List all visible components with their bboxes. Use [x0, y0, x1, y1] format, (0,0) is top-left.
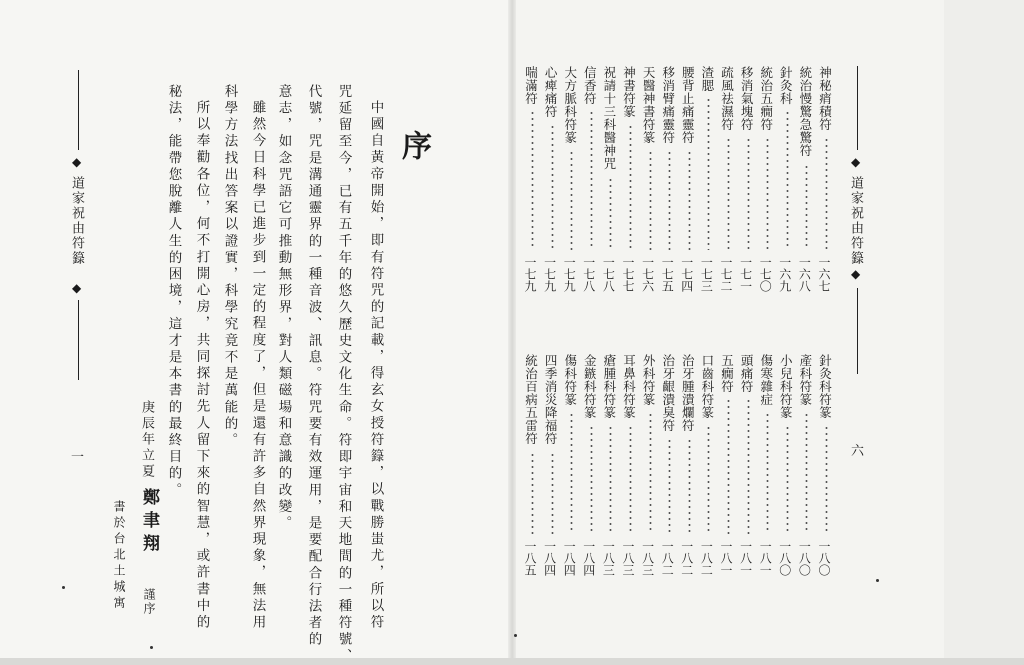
toc-entry-title: 小兒科符篆: [778, 354, 794, 419]
toc-leader-dots: [727, 398, 730, 534]
preface-sign-place: 書於台北土城寓: [112, 500, 126, 612]
page-margin: [944, 0, 1024, 658]
toc-leader-dots: [629, 124, 632, 250]
left-header-rule-bottom: [78, 300, 79, 380]
left-header-title: 道家祝由符籙: [69, 176, 84, 266]
toc-entry-page: 一八一: [719, 540, 733, 576]
toc-entry-page: 一七七: [621, 256, 635, 292]
toc-entry: [642, 66, 659, 300]
toc-entry-page: 一八〇: [797, 540, 812, 576]
book-gutter: [508, 0, 516, 658]
right-header-rule-bottom: [857, 288, 858, 374]
toc-entry-title: 移消臂痛靈符: [660, 66, 676, 144]
toc-leader-dots: [609, 425, 612, 534]
toc-entry: [622, 66, 639, 300]
toc-entry-page: 一六七: [817, 256, 831, 292]
toc-entry-title: 口齒科符篆: [699, 354, 715, 419]
left-page-number: 一: [71, 450, 85, 465]
toc-leader-dots: [825, 137, 828, 250]
preface-line-3: 代號，咒是溝通靈界的一種音波、訊息。符咒要有效運用，是要配合行法者的: [305, 84, 322, 649]
toc-entry-page: 一七九: [523, 256, 537, 292]
toc-entry-page: 一八二: [699, 540, 714, 576]
toc-entry-title: 治牙齦潰臭符: [660, 354, 676, 432]
toc-entry-title: 大方脈科符篆: [562, 66, 578, 144]
toc-entry: [818, 66, 835, 300]
right-header-title: 道家祝由符籙: [848, 176, 863, 266]
toc-entry-title: 傷寒雜症: [758, 354, 774, 406]
toc-leader-dots: [727, 137, 730, 250]
toc-leader-dots: [766, 412, 769, 534]
toc-entry: [583, 66, 600, 300]
toc-entry: [798, 354, 815, 584]
toc-entry: [661, 66, 678, 300]
toc-entry-page: 一七六: [640, 256, 655, 292]
toc-leader-dots: [825, 425, 828, 534]
toc-entry: [563, 354, 580, 584]
toc-entry-page: 一八一: [758, 540, 773, 576]
toc-leader-dots: [747, 398, 750, 534]
toc-entry-page: 一六九: [777, 256, 792, 292]
toc-entry-title: 祝請十三科醫神咒: [601, 66, 617, 170]
right-header-rule-top: [857, 66, 858, 150]
toc-entry-page: 一八四: [542, 540, 557, 576]
toc-entry-page: 一八三: [640, 540, 655, 576]
preface-line-4: 意志，如念咒語它可推動無形界，對人類磁場和意識的改變。: [275, 84, 292, 533]
toc-entry: [700, 66, 717, 300]
toc-entry-title: 腰背止痛靈符: [680, 66, 696, 144]
toc-entry-title: 五癇符: [719, 354, 735, 393]
toc-leader-dots: [629, 425, 632, 534]
toc-entry: [524, 66, 541, 300]
toc-entry: [642, 354, 659, 584]
toc-entry-page: 一七四: [679, 256, 694, 292]
toc-leader-dots: [531, 110, 534, 250]
toc-entry-title: 神秘痟積符: [817, 66, 833, 131]
toc-entry: [759, 66, 776, 300]
toc-entry-title: 產科符篆: [797, 354, 813, 406]
toc-entry-page: 一七〇: [758, 256, 773, 292]
toc-entry-page: 一七三: [699, 256, 714, 292]
toc-entry: [622, 354, 639, 584]
toc-leader-dots: [786, 110, 789, 250]
toc-entry: [602, 66, 619, 300]
toc-leader-dots: [668, 150, 671, 250]
toc-entry-title: 金鏃科符篆: [582, 354, 598, 419]
toc-entry-title: 傷科符篆: [562, 354, 578, 406]
scan-speck: [62, 586, 65, 589]
toc-entry-page: 一六八: [797, 256, 812, 292]
toc-entry-title: 心痺痛符: [543, 66, 559, 118]
toc-leader-dots: [649, 412, 652, 534]
toc-leader-dots: [551, 452, 554, 534]
toc-entry-title: 外科符篆: [641, 354, 657, 406]
toc-leader-dots: [688, 150, 691, 250]
toc-entry-title: 渣腮: [699, 66, 715, 92]
left-header-diamond-top: ◆: [72, 155, 82, 169]
toc-entry: [720, 354, 737, 584]
toc-entry-title: 瘡腫科符篆: [601, 354, 617, 419]
toc-entry-page: 一八四: [562, 540, 577, 576]
preface-sign-suffix: 謹序: [142, 588, 156, 616]
toc-entry: [818, 354, 835, 584]
toc-leader-dots: [766, 137, 769, 250]
toc-entry: [583, 354, 600, 584]
toc-leader-dots: [688, 438, 691, 534]
toc-entry-page: 一八二: [660, 540, 675, 576]
toc-entry-title: 治牙腫潰爛符: [680, 354, 696, 432]
toc-entry-title: 四季消災降福符: [543, 354, 559, 445]
right-header-diamond-top: ◆: [851, 155, 861, 169]
toc-entry: [681, 354, 698, 584]
preface-line-2: 咒延留至今，已有五千年的悠久歷史文化生命。符即宇宙和天地間的一種符號、: [335, 84, 352, 665]
preface-line-6: 科學方法找出答案以證實，科學究竟不是萬能的。: [221, 84, 238, 450]
preface-title: 序: [396, 130, 431, 161]
scan-speck: [876, 579, 879, 582]
toc-entry: [759, 354, 776, 584]
preface-line-1: 中國自黃帝開始，即有符咒的記載，得玄女授符籙，以戰勝蚩尤，所以符: [367, 100, 384, 632]
toc-leader-dots: [590, 110, 593, 250]
toc-entry: [740, 66, 757, 300]
toc-entry-page: 一七五: [660, 256, 675, 292]
toc-entry-page: 一八三: [621, 540, 635, 576]
toc-leader-dots: [747, 137, 750, 250]
scan-speck: [514, 634, 517, 637]
toc-entry-title: 天醫神書符篆: [641, 66, 657, 144]
toc-entry: [563, 66, 580, 300]
preface-sign-name: 鄭聿翔: [139, 488, 159, 557]
toc-entry: [798, 66, 815, 300]
toc-entry: [779, 354, 796, 584]
toc-leader-dots: [609, 177, 612, 250]
toc-entry-page: 一八四: [581, 540, 596, 576]
toc-entry: [544, 66, 561, 300]
toc-leader-dots: [531, 452, 534, 534]
toc-leader-dots: [590, 425, 593, 534]
preface-sign-date: 庚辰年立夏: [139, 400, 154, 480]
toc-entry: [720, 66, 737, 300]
toc-entry-page: 一八一: [738, 540, 753, 576]
toc-entry-title: 信香符: [582, 66, 598, 105]
scan-speck: [150, 646, 153, 649]
toc-entry-title: 針灸科: [778, 66, 794, 105]
toc-entry-page: 一八三: [601, 540, 616, 576]
toc-entry-page: 一八二: [679, 540, 694, 576]
toc-entry-page: 一七一: [738, 256, 753, 292]
toc-entry-title: 耳鼻科符篆: [621, 354, 637, 419]
toc-entry-page: 一七九: [542, 256, 557, 292]
preface-line-5: 雖然今日科學已進步到一定的程度了，但是還有許多自然界現象，無法用: [249, 100, 266, 632]
toc-entry-title: 移消氣塊符: [739, 66, 755, 131]
toc-entry-page: 一七八: [581, 256, 596, 292]
toc-entry-title: 頭痛符: [739, 354, 755, 393]
toc-leader-dots: [707, 425, 710, 534]
toc-entry: [524, 354, 541, 584]
toc-entry-title: 疏風祛濕符: [719, 66, 735, 131]
toc-entry: [779, 66, 796, 300]
preface-line-7: 所以奉勸各位，何不打開心房，共同探討先人留下來的智慧，或許書中的: [193, 100, 210, 632]
toc-entry-title: 針灸科符篆: [817, 354, 833, 419]
toc-entry: [602, 354, 619, 584]
toc-leader-dots: [570, 412, 573, 534]
toc-entry: [681, 66, 698, 300]
toc-leader-dots: [805, 412, 808, 534]
toc-entry-page: 一七九: [562, 256, 577, 292]
toc-entry: [544, 354, 561, 584]
toc-entry: [661, 354, 678, 584]
toc-entry: [700, 354, 717, 584]
toc-entry-title: 統治慢驚急驚符: [797, 66, 813, 157]
toc-entry-page: 一七八: [601, 256, 616, 292]
toc-entry-page: 一七二: [719, 256, 733, 292]
toc-entry-title: 統治百病五雷符: [523, 354, 539, 445]
right-page-number: 六: [851, 444, 865, 459]
left-header-rule-top: [78, 70, 79, 150]
toc-entry-title: 喘滿符: [523, 66, 539, 105]
toc-leader-dots: [570, 150, 573, 250]
preface-line-8: 秘法，能帶您脫離人生的困境，這才是本書的最終目的。: [165, 84, 182, 499]
toc-entry-title: 統治五癇符: [758, 66, 774, 131]
toc-entry-page: 一八五: [523, 540, 537, 576]
toc-entry-title: 神書符篆: [621, 66, 637, 118]
left-header-diamond-bottom: ◆: [72, 281, 82, 295]
toc-leader-dots: [805, 164, 808, 250]
toc-leader-dots: [649, 150, 652, 250]
toc-leader-dots: [668, 438, 671, 534]
toc-leader-dots: [786, 425, 789, 534]
toc-leader-dots: [707, 97, 710, 250]
toc-entry-page: 一八〇: [777, 540, 792, 576]
toc-leader-dots: [551, 124, 554, 250]
right-header-diamond-bottom: ◆: [851, 267, 861, 281]
toc-entry-page: 一八〇: [817, 540, 831, 576]
toc-entry: [740, 354, 757, 584]
